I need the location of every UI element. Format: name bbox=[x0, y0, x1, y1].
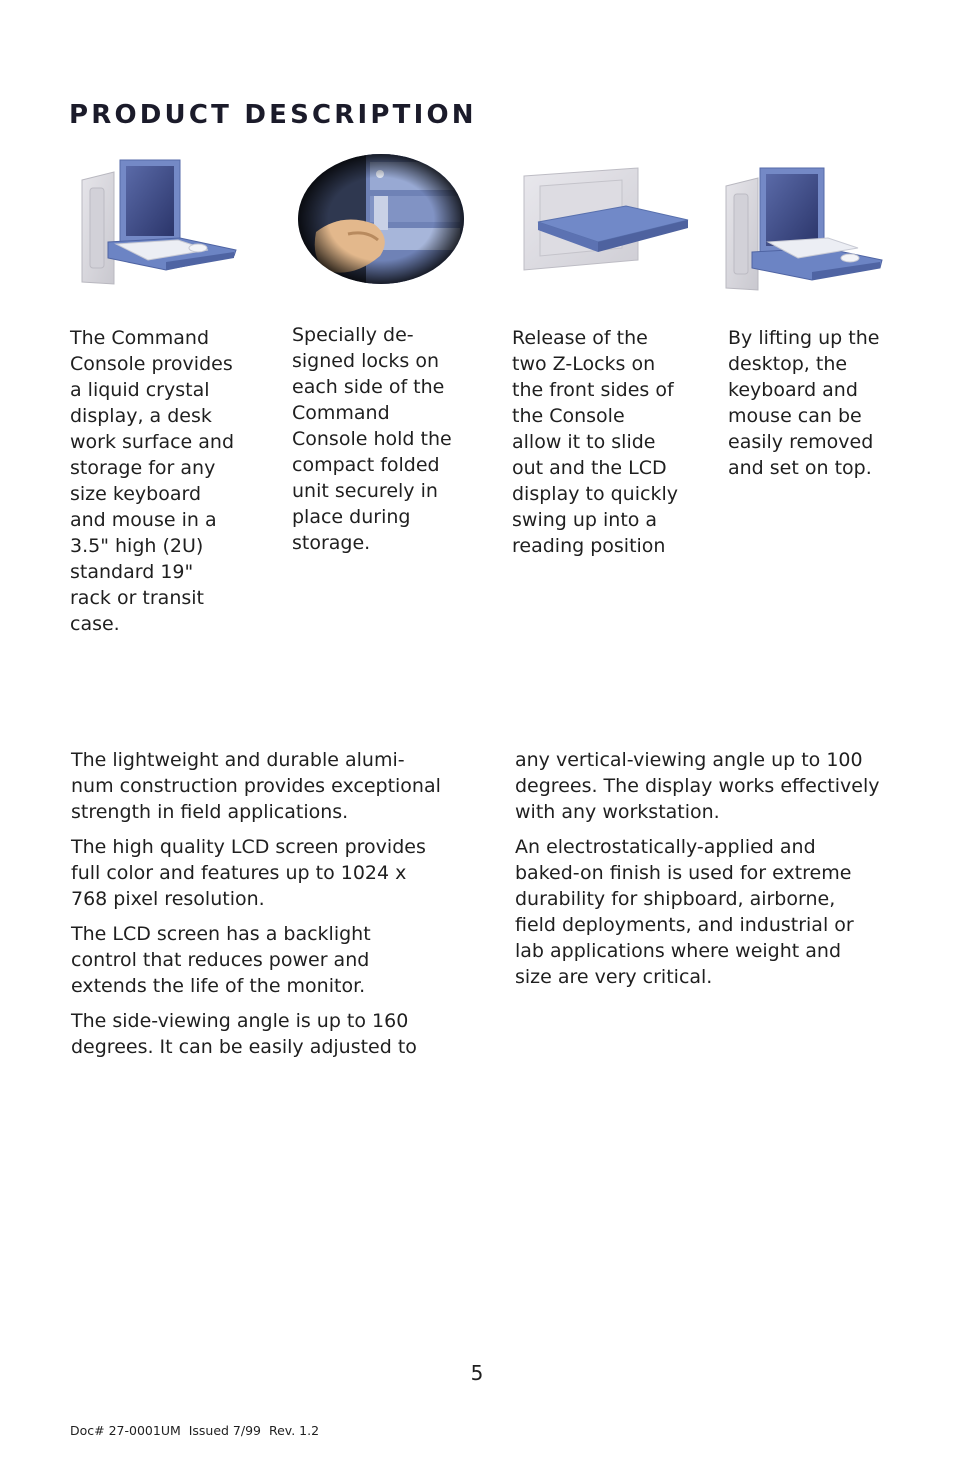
z-lock-closeup-photo bbox=[296, 152, 466, 286]
paragraph: The high quality LCD screen provides full color and features up to 1024 x 768 pixel resolution. bbox=[71, 836, 426, 910]
figure-caption: By lifting up the desktop, the keyboard and mouse can be easily removed and set on top. bbox=[728, 327, 880, 479]
document-footer: Doc# 27-0001UM Issued 7/99 Rev. 1.2 bbox=[70, 1423, 320, 1438]
figure-caption: Release of the two Z-Locks on the front sides of the Console allow it to slide out and the LCD display to quickly swing up into a reading position bbox=[512, 327, 678, 557]
paragraph: The LCD screen has a backlight control that reduces power and extends the life of the monitor. bbox=[71, 923, 371, 997]
console-keyboard-removed-photo bbox=[724, 164, 886, 292]
body-text-right-column bbox=[515, 747, 935, 999]
paragraph: any vertical-viewing angle up to 100 degrees. The display works effectively with any workstation. bbox=[515, 749, 880, 823]
console-open-lcd-photo bbox=[78, 158, 240, 288]
page-number: 5 bbox=[470, 1361, 484, 1385]
figure-caption: Specially de- signed locks on each side of the Command Console hold the compact folded unit securely in place during storage. bbox=[292, 324, 452, 554]
figure-caption: The Command Console provides a liquid crystal display, a desk work surface and storage for any size keyboard and mouse in a 3.5" high (2U) standard 19" rack or transit case. bbox=[70, 327, 235, 635]
console-folded-photo bbox=[518, 164, 690, 276]
paragraph: The side-viewing angle is up to 160 degrees. It can be easily adjusted to bbox=[71, 1010, 417, 1058]
body-text-left-column bbox=[71, 747, 491, 1069]
paragraph: The lightweight and durable alumi- num construction provides exceptional strength in field applications. bbox=[71, 749, 441, 823]
page-title: PRODUCT DESCRIPTION bbox=[69, 100, 477, 130]
paragraph: An electrostatically-applied and baked-on finish is used for extreme durability for shipboard, airborne, field deployments, and industrial or lab applications where weight and size are very critical. bbox=[515, 836, 854, 988]
